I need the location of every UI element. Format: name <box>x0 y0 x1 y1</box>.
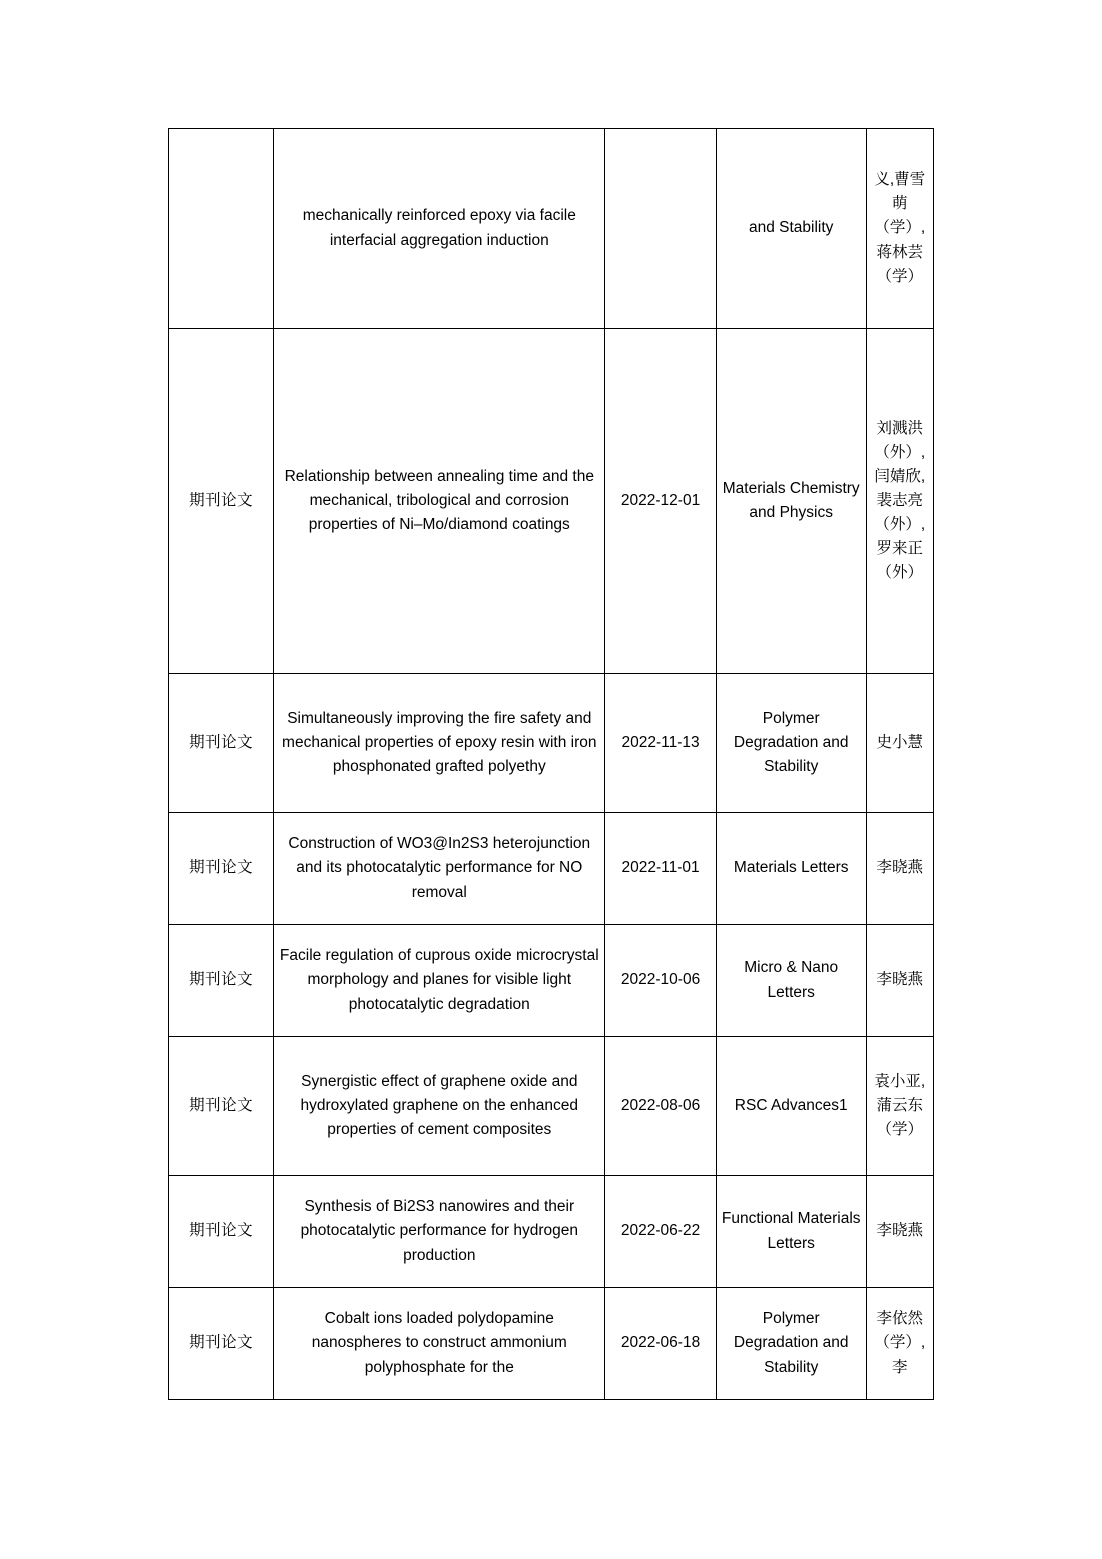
publications-table <box>168 128 934 1400</box>
cell-authors: 史小慧 <box>866 674 933 813</box>
cell-title: Simultaneously improving the fire safety and mechanical properties of epoxy resin with iron phosphonated grafted polyethy <box>274 674 605 813</box>
cell-journal: RSC Advances1 <box>716 1037 866 1176</box>
table-row <box>169 329 934 674</box>
table-row <box>169 1037 934 1176</box>
cell-date: 2022-11-13 <box>605 674 717 813</box>
cell-authors: 刘溅洪（外）,闫婧欣,裴志亮（外）,罗来正（外） <box>866 329 933 674</box>
cell-journal: and Stability <box>716 129 866 329</box>
cell-title: Construction of WO3@In2S3 heterojunction and its photocatalytic performance for NO removal <box>274 813 605 925</box>
cell-type: 期刊论文 <box>169 1037 274 1176</box>
cell-title: mechanically reinforced epoxy via facile interfacial aggregation induction <box>274 129 605 329</box>
cell-type <box>169 129 274 329</box>
cell-date <box>605 129 717 329</box>
cell-date: 2022-06-18 <box>605 1288 717 1400</box>
cell-title: Synthesis of Bi2S3 nanowires and their photocatalytic performance for hydrogen production <box>274 1176 605 1288</box>
cell-authors: 李依然（学）,李 <box>866 1288 933 1400</box>
cell-title: Synergistic effect of graphene oxide and hydroxylated graphene on the enhanced properties of cement composites <box>274 1037 605 1176</box>
cell-type: 期刊论文 <box>169 813 274 925</box>
cell-authors: 义,曹雪萌（学）,蒋林芸（学） <box>866 129 933 329</box>
cell-date: 2022-08-06 <box>605 1037 717 1176</box>
table-row <box>169 1288 934 1400</box>
cell-title: Facile regulation of cuprous oxide microcrystal morphology and planes for visible light photocatalytic degradation <box>274 925 605 1037</box>
cell-authors: 李晓燕 <box>866 1176 933 1288</box>
cell-type: 期刊论文 <box>169 1176 274 1288</box>
cell-type: 期刊论文 <box>169 1288 274 1400</box>
cell-title: Relationship between annealing time and the mechanical, tribological and corrosion properties of Ni–Mo/diamond coatings <box>274 329 605 674</box>
cell-authors: 李晓燕 <box>866 813 933 925</box>
table-row <box>169 1176 934 1288</box>
cell-type: 期刊论文 <box>169 925 274 1037</box>
cell-type: 期刊论文 <box>169 674 274 813</box>
cell-journal: Functional Materials Letters <box>716 1176 866 1288</box>
cell-type: 期刊论文 <box>169 329 274 674</box>
cell-journal: Polymer Degradation and Stability <box>716 1288 866 1400</box>
cell-date: 2022-10-06 <box>605 925 717 1037</box>
cell-authors: 袁小亚,蒲云东（学） <box>866 1037 933 1176</box>
table-row <box>169 129 934 329</box>
cell-date: 2022-06-22 <box>605 1176 717 1288</box>
cell-journal: Materials Chemistry and Physics <box>716 329 866 674</box>
table-row <box>169 674 934 813</box>
cell-title: Cobalt ions loaded polydopamine nanospheres to construct ammonium polyphosphate for the <box>274 1288 605 1400</box>
table-row <box>169 813 934 925</box>
cell-journal: Materials Letters <box>716 813 866 925</box>
table-row <box>169 925 934 1037</box>
cell-journal: Polymer Degradation and Stability <box>716 674 866 813</box>
cell-date: 2022-11-01 <box>605 813 717 925</box>
cell-date: 2022-12-01 <box>605 329 717 674</box>
cell-authors: 李晓燕 <box>866 925 933 1037</box>
cell-journal: Micro & Nano Letters <box>716 925 866 1037</box>
